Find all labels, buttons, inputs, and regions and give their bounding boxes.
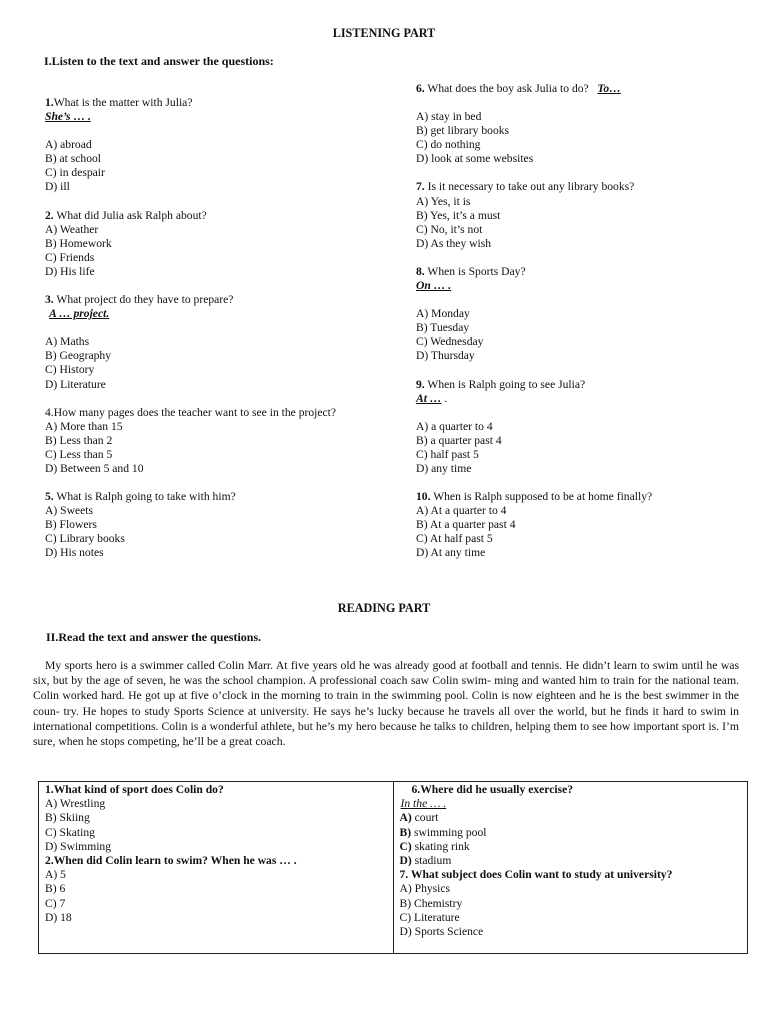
option: C) Less than 5 bbox=[45, 447, 113, 461]
question-number: 5. bbox=[45, 490, 54, 504]
answer-blank-tail: . bbox=[441, 391, 448, 405]
option: D) At any time bbox=[416, 546, 486, 560]
question-text: What is Ralph going to take with him? bbox=[53, 490, 236, 504]
option: C) Literature bbox=[399, 910, 460, 924]
option: B) Less than 2 bbox=[45, 433, 113, 447]
question-text: What project do they have to prepare? bbox=[53, 293, 234, 307]
option: D) Swimming bbox=[45, 839, 112, 853]
option: A) More than 15 bbox=[45, 419, 123, 433]
option: A) abroad bbox=[45, 138, 92, 152]
option: A) Maths bbox=[45, 335, 90, 349]
question-text: 1.What kind of sport does Colin do? bbox=[45, 783, 224, 796]
option: C) At half past 5 bbox=[416, 532, 493, 546]
question-2 bbox=[45, 209, 375, 279]
option: A) stay in bed bbox=[416, 110, 482, 124]
option: B) Homework bbox=[45, 236, 112, 250]
option: B) at school bbox=[45, 152, 102, 166]
option: C) 7 bbox=[45, 896, 66, 910]
option: D) look at some websites bbox=[416, 152, 534, 166]
option-text: stadium bbox=[411, 854, 452, 868]
reading-instruction: II.Read the text and answer the questions. bbox=[46, 630, 262, 644]
option: D) ill bbox=[45, 180, 70, 194]
option: C) Friends bbox=[45, 250, 95, 264]
question-number: 6. bbox=[416, 82, 425, 95]
question-10 bbox=[416, 490, 746, 560]
option: D) any time bbox=[416, 461, 472, 475]
option: A) a quarter to 4 bbox=[416, 419, 493, 433]
question-text: 6.Where did he usually exercise? bbox=[411, 783, 574, 796]
question-5 bbox=[45, 490, 375, 560]
question-4 bbox=[45, 406, 375, 476]
option: B) Tuesday bbox=[416, 321, 470, 335]
question-number: 4. bbox=[45, 405, 54, 419]
reading-title: READING PART bbox=[337, 601, 431, 615]
option: B) Geography bbox=[45, 349, 112, 363]
option: C) do nothing bbox=[416, 138, 481, 152]
option: D) His notes bbox=[45, 546, 104, 560]
option: A) Wrestling bbox=[45, 797, 106, 811]
question-number: 7. bbox=[416, 180, 425, 194]
question-text: 2.When did Colin learn to swim? When he was … . bbox=[45, 854, 297, 868]
question-6 bbox=[416, 82, 746, 166]
answer-blank: To… bbox=[597, 82, 621, 95]
question-number: 9. bbox=[416, 377, 425, 391]
question-8 bbox=[416, 265, 746, 364]
option: B) 6 bbox=[45, 882, 66, 896]
option: C) in despair bbox=[45, 166, 105, 180]
option: A) Yes, it is bbox=[416, 194, 471, 208]
option-letter: C) bbox=[399, 839, 412, 853]
option: C) half past 5 bbox=[416, 447, 479, 461]
question-1 bbox=[45, 96, 375, 195]
option: B) a quarter past 4 bbox=[416, 433, 502, 447]
option: C) Wednesday bbox=[416, 335, 484, 349]
question-number: 1. bbox=[45, 96, 54, 109]
option: B) Flowers bbox=[45, 518, 97, 532]
answer-blank: In the … . bbox=[400, 797, 447, 811]
question-number: 3. bbox=[45, 293, 54, 307]
option: D) 18 bbox=[45, 910, 72, 924]
option: D) Literature bbox=[45, 377, 106, 391]
option: B) Skiing bbox=[45, 811, 90, 825]
option: B) At a quarter past 4 bbox=[416, 518, 516, 532]
option bbox=[400, 811, 742, 825]
question-text: When is Ralph going to see Julia? bbox=[424, 377, 586, 391]
question-text: When is Ralph supposed to be at home finally? bbox=[430, 490, 653, 504]
reading-left-cell bbox=[39, 782, 394, 954]
option: B) Yes, it’s a must bbox=[416, 208, 501, 222]
table-row bbox=[39, 782, 748, 954]
option: D) His life bbox=[45, 264, 95, 278]
option: D) As they wish bbox=[416, 236, 492, 250]
question-text: 7. What subject does Colin want to study at university? bbox=[399, 868, 673, 882]
option: B) get library books bbox=[416, 124, 510, 138]
option: D) Between 5 and 10 bbox=[45, 461, 144, 475]
option: A) 5 bbox=[45, 868, 66, 882]
option bbox=[400, 854, 742, 868]
option: A) At a quarter to 4 bbox=[416, 504, 507, 518]
question-text: Is it necessary to take out any library books? bbox=[424, 180, 635, 194]
reading-right-cell bbox=[393, 782, 748, 954]
question-text: What does the boy ask Julia to do? bbox=[424, 82, 589, 95]
option-text: skating rink bbox=[411, 839, 470, 853]
question-7 bbox=[416, 180, 746, 250]
option: C) Library books bbox=[45, 532, 125, 546]
reading-questions-table bbox=[38, 781, 748, 954]
question-number: 8. bbox=[416, 264, 425, 278]
option: D) Thursday bbox=[416, 349, 475, 363]
option-text: swimming pool bbox=[411, 825, 487, 839]
option bbox=[400, 826, 742, 840]
option bbox=[400, 840, 742, 854]
option: A) Weather bbox=[45, 222, 99, 236]
reading-paragraph: My sports hero is a swimmer called Colin Marr. At five years old he was already good at football and tennis. He didn’t learn to swim until he was six, but by the age of seven, he was the school champion. A professional coach saw Colin swim- ming and wanted him to train for the national team. Colin worked hard. He got up at five o’clock in the morning to train in the swimming pool. Colin is now eighteen and he is the best swimmer in the coun- try. He hopes to study Sports Science at university. He says he’s lucky because he travels all over the world, but he finds it hard to swim in international competitions. Colin is a wonderful athlete, but he’s my hero because he talks to children, helping them to see how important sport is. I’m sure, when he stops competing, he’ll be a great coach. bbox=[33, 659, 739, 749]
option: A) Monday bbox=[416, 307, 470, 321]
listening-instruction: I.Listen to the text and answer the questions: bbox=[44, 54, 274, 68]
question-text: How many pages does the teacher want to see in the project? bbox=[53, 405, 337, 419]
option: B) Chemistry bbox=[399, 896, 463, 910]
option: A) Physics bbox=[399, 882, 451, 896]
option: C) Skating bbox=[45, 825, 95, 839]
question-text: When is Sports Day? bbox=[424, 264, 526, 278]
question-9 bbox=[416, 378, 746, 477]
option-letter: B) bbox=[399, 825, 412, 839]
question-text: What did Julia ask Ralph about? bbox=[53, 208, 207, 222]
answer-blank: A … project. bbox=[49, 307, 110, 321]
listening-right-column bbox=[416, 82, 746, 561]
option-letter: A) bbox=[399, 811, 412, 825]
option-text: court bbox=[411, 811, 439, 825]
question-number: 10. bbox=[416, 490, 431, 504]
answer-blank: She’s … . bbox=[45, 110, 91, 124]
option-letter: D) bbox=[399, 854, 412, 868]
listening-title: LISTENING PART bbox=[332, 26, 436, 40]
listening-left-column bbox=[45, 96, 375, 561]
answer-blank: At … bbox=[416, 391, 442, 405]
option: C) History bbox=[45, 363, 95, 377]
question-number: 2. bbox=[45, 208, 54, 222]
question-3 bbox=[45, 293, 375, 392]
option: C) No, it’s not bbox=[416, 222, 483, 236]
option: A) Sweets bbox=[45, 504, 93, 518]
question-text: What is the matter with Julia? bbox=[53, 96, 193, 109]
answer-blank: On … . bbox=[416, 279, 452, 293]
option: D) Sports Science bbox=[399, 925, 484, 939]
